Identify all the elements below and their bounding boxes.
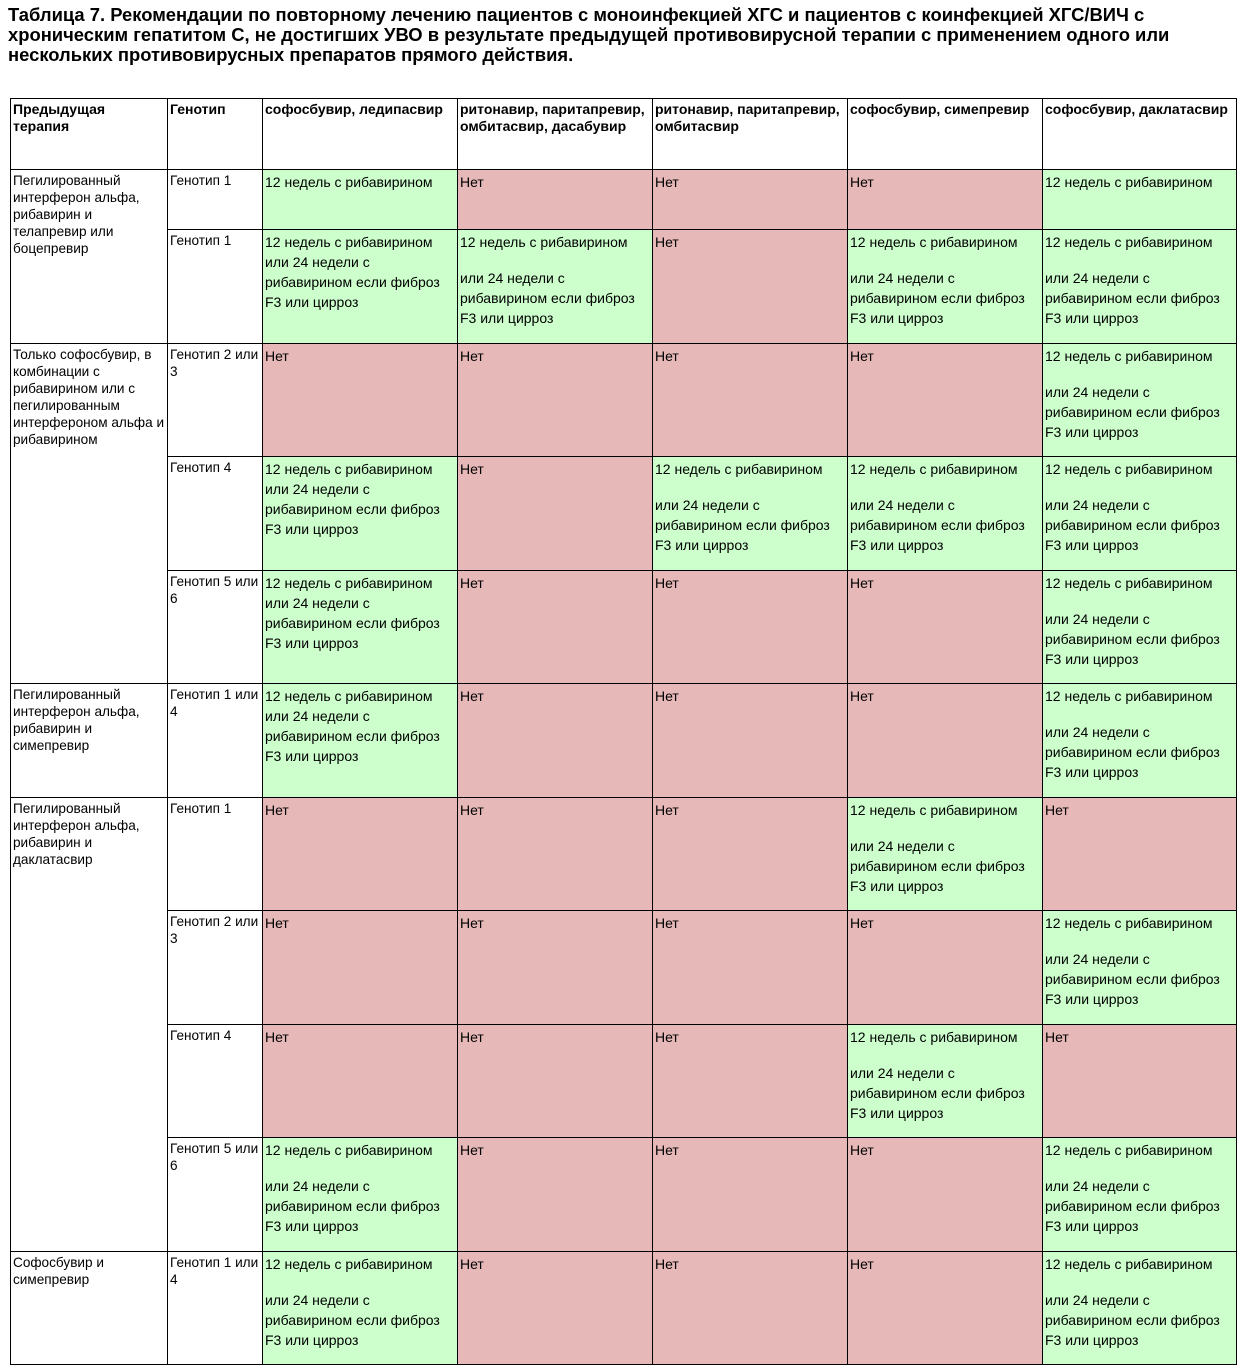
cell-line: F3 или цирроз bbox=[265, 635, 359, 651]
cell-line: рибавирином если фиброз bbox=[265, 1198, 440, 1214]
genotype-cell: Генотип 5 или 6 bbox=[168, 571, 263, 684]
cell-line: 12 недель с рибавирином bbox=[460, 234, 628, 250]
recommendation-cell bbox=[1043, 684, 1237, 798]
cell-line: 12 недель с рибавирином bbox=[265, 1256, 433, 1272]
recommendation-cell bbox=[1043, 911, 1237, 1025]
cell-text: Нет bbox=[1045, 802, 1069, 818]
cell-line: F3 или цирроз bbox=[655, 537, 749, 553]
cell-line: рибавирином если фиброз bbox=[1045, 1312, 1220, 1328]
cell-line: 12 недель с рибавирином bbox=[850, 1029, 1018, 1045]
cell-line: или 24 недели с bbox=[1045, 270, 1150, 286]
cell-line: F3 или цирроз bbox=[265, 1332, 359, 1348]
cell-text: 12 недель с рибавирином bbox=[1045, 174, 1213, 190]
cell-line: 12 недель с рибавирином bbox=[1045, 575, 1213, 591]
therapy-cell: Пегилированный интерферон альфа, рибавирин и симепревир bbox=[11, 684, 168, 798]
recommendation-cell bbox=[848, 230, 1043, 344]
cell-line: или 24 недели с bbox=[1045, 724, 1150, 740]
cell-line: или 24 недели с bbox=[1045, 384, 1150, 400]
no-cell bbox=[848, 911, 1043, 1025]
recommendation-cell bbox=[1043, 1138, 1237, 1252]
cell-line: F3 или цирроз bbox=[1045, 764, 1139, 780]
no-cell bbox=[458, 1138, 653, 1252]
no-cell bbox=[458, 571, 653, 684]
no-cell bbox=[653, 170, 848, 230]
no-cell bbox=[458, 170, 653, 230]
cell-line: F3 или цирроз bbox=[1045, 1218, 1139, 1234]
cell-line: F3 или цирроз bbox=[1045, 991, 1139, 1007]
cell-line: или 24 недели с bbox=[1045, 497, 1150, 513]
recommendation-cell bbox=[848, 798, 1043, 911]
cell-text: Нет bbox=[265, 348, 289, 364]
recommendation-table bbox=[10, 98, 1237, 1365]
header-rtv-ptv-omv: ритонавир, паритапревир, омбитасвир bbox=[653, 99, 848, 170]
cell-line: F3 или цирроз bbox=[265, 748, 359, 764]
cell-line: 12 недель с рибавирином bbox=[265, 1142, 433, 1158]
recommendation-cell bbox=[263, 684, 458, 798]
no-cell bbox=[263, 911, 458, 1025]
no-cell bbox=[848, 170, 1043, 230]
cell-line: рибавирином если фиброз bbox=[265, 274, 440, 290]
cell-line: рибавирином если фиброз bbox=[850, 858, 1025, 874]
genotype-cell: Генотип 1 bbox=[168, 798, 263, 911]
cell-text: Нет bbox=[655, 348, 679, 364]
cell-line: рибавирином если фиброз bbox=[850, 1085, 1025, 1101]
cell-text: Нет bbox=[265, 1029, 289, 1045]
recommendation-cell bbox=[848, 1025, 1043, 1138]
cell-text: Нет bbox=[850, 348, 874, 364]
cell-line: или 24 недели с bbox=[850, 838, 955, 854]
cell-line: рибавирином если фиброз bbox=[460, 290, 635, 306]
cell-line: 12 недель с рибавирином bbox=[1045, 915, 1213, 931]
cell-text: Нет bbox=[655, 174, 679, 190]
cell-line: рибавирином если фиброз bbox=[1045, 744, 1220, 760]
cell-line: 12 недель с рибавирином bbox=[1045, 1256, 1213, 1272]
no-cell bbox=[1043, 798, 1237, 911]
genotype-cell: Генотип 5 или 6 bbox=[168, 1138, 263, 1252]
genotype-cell: Генотип 1 или 4 bbox=[168, 1252, 263, 1365]
recommendation-cell bbox=[848, 457, 1043, 571]
cell-line: или 24 недели с bbox=[850, 497, 955, 513]
cell-text: Нет bbox=[460, 575, 484, 591]
therapy-cell: Пегилированный интерферон альфа, рибавирин и телапревир или боцепревир bbox=[11, 170, 168, 344]
recommendation-cell bbox=[458, 230, 653, 344]
cell-text: Нет bbox=[460, 461, 484, 477]
recommendation-cell bbox=[1043, 170, 1237, 230]
cell-line: 12 недель с рибавирином bbox=[1045, 1142, 1213, 1158]
cell-line: рибавирином если фиброз bbox=[1045, 404, 1220, 420]
cell-line: 12 недель с рибавирином bbox=[265, 688, 433, 704]
cell-text: Нет bbox=[655, 802, 679, 818]
cell-line: 12 недель с рибавирином bbox=[265, 575, 433, 591]
cell-text: Нет bbox=[850, 174, 874, 190]
cell-line: рибавирином если фиброз bbox=[265, 728, 440, 744]
cell-text: Нет bbox=[460, 174, 484, 190]
no-cell bbox=[653, 911, 848, 1025]
no-cell bbox=[458, 1252, 653, 1365]
recommendation-cell bbox=[1043, 457, 1237, 571]
recommendation-cell bbox=[263, 1138, 458, 1252]
cell-line: F3 или цирроз bbox=[460, 310, 554, 326]
no-cell bbox=[848, 1138, 1043, 1252]
cell-line: или 24 недели с bbox=[1045, 611, 1150, 627]
header-sof-simeprevir: софосбувир, симепревир bbox=[848, 99, 1043, 170]
cell-line: F3 или цирроз bbox=[265, 294, 359, 310]
cell-line: рибавирином если фиброз bbox=[1045, 517, 1220, 533]
header-genotype: Генотип bbox=[168, 99, 263, 170]
cell-line: F3 или цирроз bbox=[850, 310, 944, 326]
cell-text: Нет bbox=[460, 1029, 484, 1045]
cell-line: или 24 недели с bbox=[265, 708, 370, 724]
header-previous-therapy: Предыдущая терапия bbox=[11, 99, 168, 170]
cell-line: F3 или цирроз bbox=[1045, 424, 1139, 440]
cell-text: Нет bbox=[655, 688, 679, 704]
therapy-cell: Софосбувир и симепревир bbox=[11, 1252, 168, 1365]
no-cell bbox=[848, 1252, 1043, 1365]
cell-line: или 24 недели с bbox=[265, 1292, 370, 1308]
genotype-cell: Генотип 4 bbox=[168, 457, 263, 571]
cell-line: или 24 недели с bbox=[655, 497, 760, 513]
cell-line: рибавирином если фиброз bbox=[850, 290, 1025, 306]
table-row bbox=[11, 911, 1237, 1025]
table-row bbox=[11, 1138, 1237, 1252]
cell-line: 12 недель с рибавирином bbox=[1045, 348, 1213, 364]
table-row bbox=[11, 1252, 1237, 1365]
cell-line: или 24 недели с bbox=[265, 481, 370, 497]
no-cell bbox=[1043, 1025, 1237, 1138]
genotype-cell: Генотип 2 или 3 bbox=[168, 911, 263, 1025]
genotype-cell: Генотип 2 или 3 bbox=[168, 344, 263, 457]
table-row bbox=[11, 798, 1237, 911]
cell-text: Нет bbox=[850, 1142, 874, 1158]
no-cell bbox=[653, 1138, 848, 1252]
no-cell bbox=[263, 1025, 458, 1138]
cell-line: F3 или цирроз bbox=[850, 537, 944, 553]
genotype-cell: Генотип 1 bbox=[168, 230, 263, 344]
no-cell bbox=[458, 684, 653, 798]
cell-text: Нет bbox=[850, 575, 874, 591]
cell-line: F3 или цирроз bbox=[265, 1218, 359, 1234]
cell-line: или 24 недели с bbox=[1045, 1178, 1150, 1194]
header-sof-daclatasvir: софосбувир, даклатасвир bbox=[1043, 99, 1237, 170]
genotype-cell: Генотип 1 bbox=[168, 170, 263, 230]
cell-line: 12 недель с рибавирином bbox=[850, 802, 1018, 818]
cell-line: рибавирином если фиброз bbox=[265, 1312, 440, 1328]
recommendation-cell bbox=[263, 230, 458, 344]
no-cell bbox=[263, 798, 458, 911]
no-cell bbox=[458, 798, 653, 911]
cell-text: 12 недель с рибавирином bbox=[265, 174, 433, 190]
no-cell bbox=[458, 457, 653, 571]
no-cell bbox=[653, 1252, 848, 1365]
cell-line: или 24 недели с bbox=[850, 1065, 955, 1081]
cell-line: рибавирином если фиброз bbox=[1045, 1198, 1220, 1214]
therapy-cell: Только софосбувир, в комбинации с рибавирином или с пегилированным интерфероном альфа и рибавирином bbox=[11, 344, 168, 684]
header-sof-ledipasvir: софосбувир, ледипасвир bbox=[263, 99, 458, 170]
cell-line: F3 или цирроз bbox=[1045, 651, 1139, 667]
cell-line: F3 или цирроз bbox=[850, 1105, 944, 1121]
therapy-cell: Пегилированный интерферон альфа, рибавирин и даклатасвир bbox=[11, 798, 168, 1252]
cell-text: Нет bbox=[655, 915, 679, 931]
cell-text: Нет bbox=[655, 1256, 679, 1272]
cell-text: Нет bbox=[265, 915, 289, 931]
genotype-cell: Генотип 1 или 4 bbox=[168, 684, 263, 798]
header-rtv-ptv-omv-dsv: ритонавир, паритапревир, омбитасвир, дасабувир bbox=[458, 99, 653, 170]
no-cell bbox=[458, 1025, 653, 1138]
recommendation-cell bbox=[1043, 1252, 1237, 1365]
cell-line: рибавирином если фиброз bbox=[1045, 631, 1220, 647]
cell-text: Нет bbox=[460, 915, 484, 931]
cell-line: или 24 недели с bbox=[265, 1178, 370, 1194]
cell-line: или 24 недели с bbox=[460, 270, 565, 286]
recommendation-cell bbox=[1043, 344, 1237, 457]
cell-line: 12 недель с рибавирином bbox=[655, 461, 823, 477]
cell-line: или 24 недели с bbox=[1045, 951, 1150, 967]
genotype-cell: Генотип 4 bbox=[168, 1025, 263, 1138]
cell-text: Нет bbox=[265, 802, 289, 818]
cell-line: 12 недель с рибавирином bbox=[850, 461, 1018, 477]
page-title: Таблица 7. Рекомендации по повторному лечению пациентов с моноинфекцией ХГС и пациентов с коинфекцией ХГС/ВИЧ с хроническим гепатитом С, не достигших УВО в результате предыдущей противовирусной терапии с применением одного или нескольких противовирусных препаратов прямого действия. bbox=[8, 4, 1170, 65]
no-cell bbox=[848, 571, 1043, 684]
cell-text: Нет bbox=[850, 1256, 874, 1272]
no-cell bbox=[653, 684, 848, 798]
cell-line: 12 недель с рибавирином bbox=[1045, 234, 1213, 250]
table-row bbox=[11, 344, 1237, 457]
cell-line: 12 недель с рибавирином bbox=[850, 234, 1018, 250]
cell-line: F3 или цирроз bbox=[1045, 537, 1139, 553]
recommendation-cell bbox=[263, 457, 458, 571]
cell-line: 12 недель с рибавирином bbox=[265, 234, 433, 250]
cell-text: Нет bbox=[1045, 1029, 1069, 1045]
cell-line: или 24 недели с bbox=[265, 595, 370, 611]
no-cell bbox=[458, 344, 653, 457]
cell-line: рибавирином если фиброз bbox=[1045, 971, 1220, 987]
cell-line: или 24 недели с bbox=[265, 254, 370, 270]
cell-text: Нет bbox=[655, 1142, 679, 1158]
table-row bbox=[11, 457, 1237, 571]
cell-line: рибавирином если фиброз bbox=[265, 615, 440, 631]
cell-line: или 24 недели с bbox=[850, 270, 955, 286]
recommendation-cell bbox=[263, 170, 458, 230]
cell-line: F3 или цирроз bbox=[1045, 1332, 1139, 1348]
table-row bbox=[11, 230, 1237, 344]
cell-line: F3 или цирроз bbox=[265, 521, 359, 537]
cell-line: F3 или цирроз bbox=[850, 878, 944, 894]
table-row bbox=[11, 684, 1237, 798]
table-row bbox=[11, 571, 1237, 684]
table-row bbox=[11, 1025, 1237, 1138]
recommendation-cell bbox=[263, 1252, 458, 1365]
cell-line: или 24 недели с bbox=[1045, 1292, 1150, 1308]
no-cell bbox=[653, 344, 848, 457]
cell-line: рибавирином если фиброз bbox=[1045, 290, 1220, 306]
cell-line: 12 недель с рибавирином bbox=[265, 461, 433, 477]
cell-line: рибавирином если фиброз bbox=[850, 517, 1025, 533]
cell-text: Нет bbox=[460, 1142, 484, 1158]
no-cell bbox=[458, 911, 653, 1025]
cell-text: Нет bbox=[655, 234, 679, 250]
cell-text: Нет bbox=[460, 348, 484, 364]
recommendation-cell bbox=[263, 571, 458, 684]
cell-text: Нет bbox=[460, 1256, 484, 1272]
no-cell bbox=[263, 344, 458, 457]
cell-text: Нет bbox=[460, 688, 484, 704]
cell-line: рибавирином если фиброз bbox=[655, 517, 830, 533]
no-cell bbox=[848, 344, 1043, 457]
cell-line: 12 недель с рибавирином bbox=[1045, 688, 1213, 704]
no-cell bbox=[653, 230, 848, 344]
no-cell bbox=[653, 571, 848, 684]
table-row bbox=[11, 170, 1237, 230]
cell-text: Нет bbox=[850, 915, 874, 931]
cell-text: Нет bbox=[655, 1029, 679, 1045]
no-cell bbox=[848, 684, 1043, 798]
cell-line: F3 или цирроз bbox=[1045, 310, 1139, 326]
no-cell bbox=[653, 798, 848, 911]
header-row bbox=[11, 99, 1237, 170]
cell-text: Нет bbox=[460, 802, 484, 818]
no-cell bbox=[653, 1025, 848, 1138]
cell-text: Нет bbox=[850, 688, 874, 704]
cell-line: рибавирином если фиброз bbox=[265, 501, 440, 517]
recommendation-cell bbox=[1043, 571, 1237, 684]
recommendation-cell bbox=[653, 457, 848, 571]
recommendation-cell bbox=[1043, 230, 1237, 344]
cell-text: Нет bbox=[655, 575, 679, 591]
cell-line: 12 недель с рибавирином bbox=[1045, 461, 1213, 477]
